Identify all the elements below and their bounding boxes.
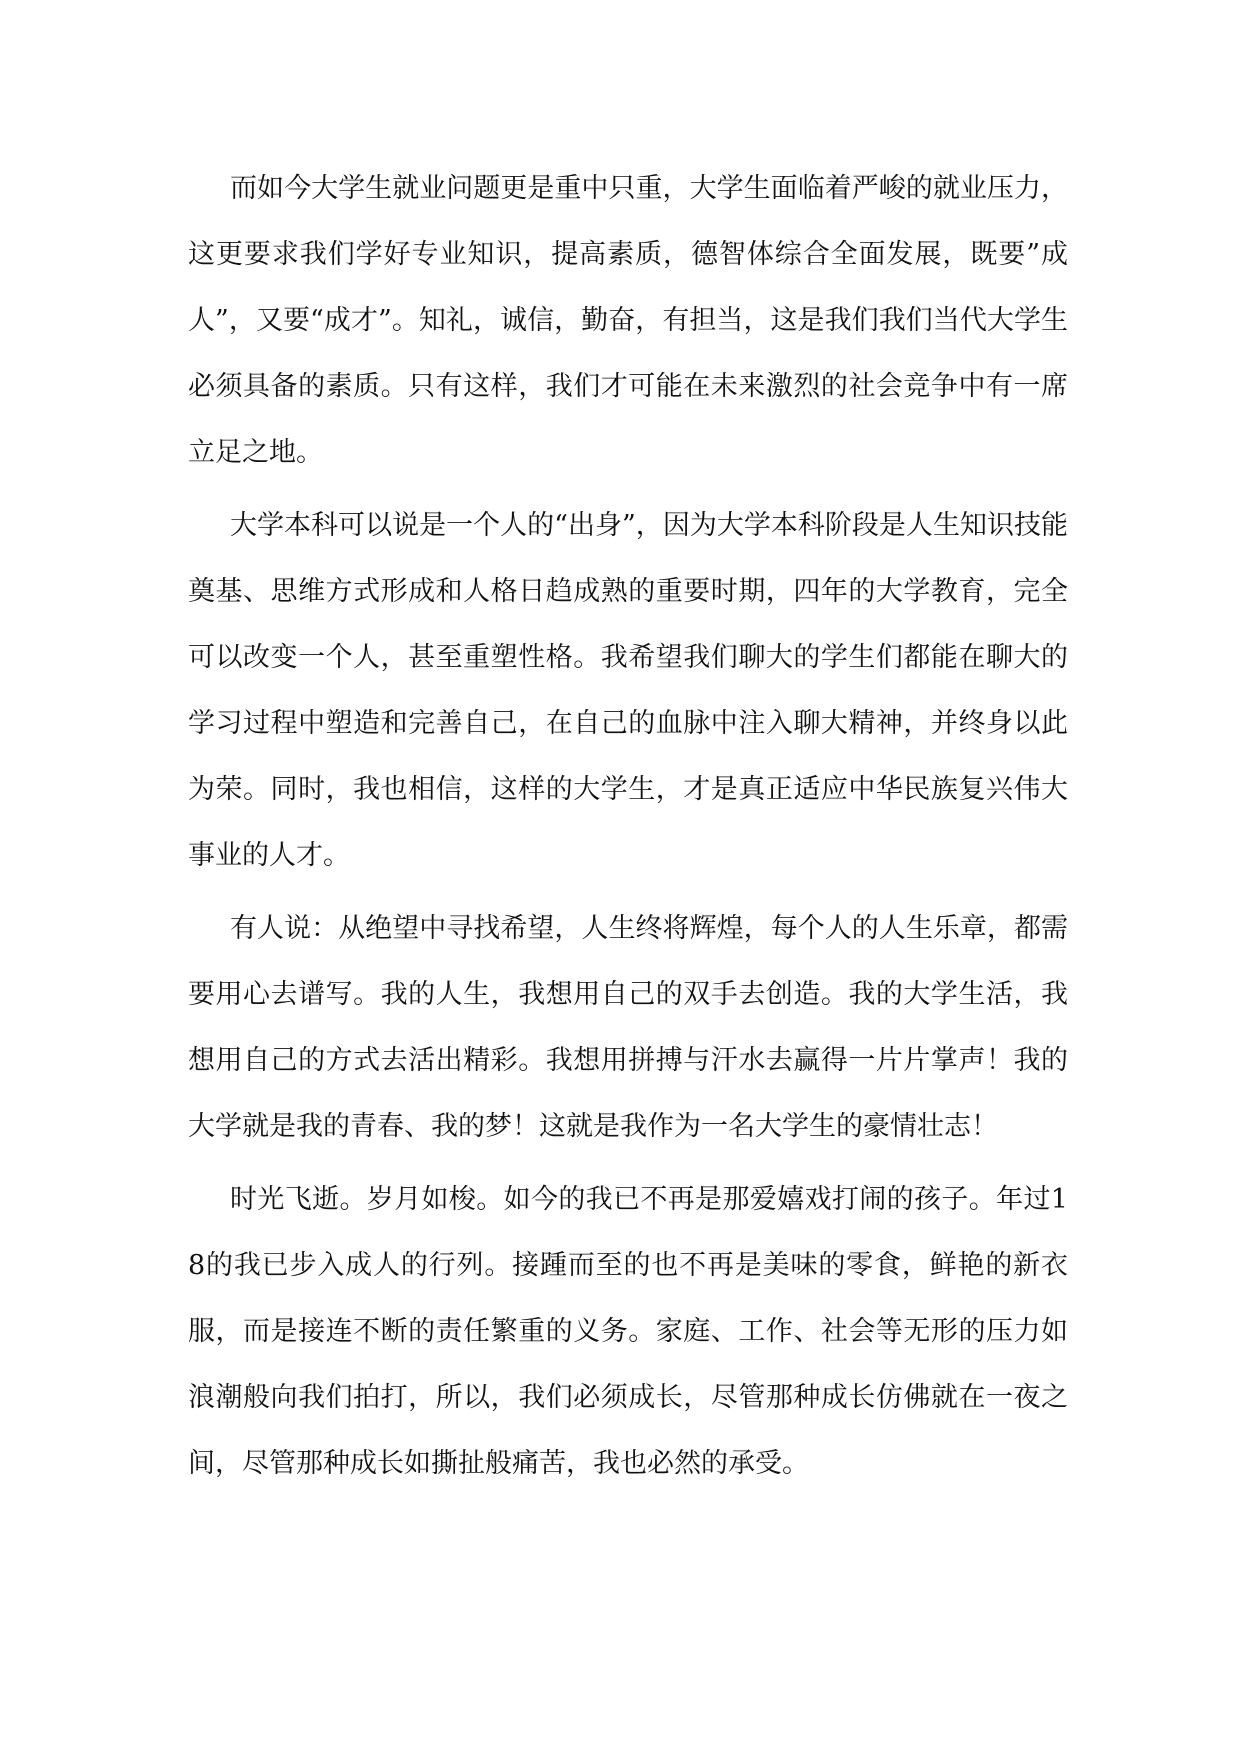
paragraph-growing-up: 时光飞逝。岁月如梭。如今的我已不再是那爱嬉戏打闹的孩子。年过18的我已步入成人的行列。接踵而至的也不再是美味的零食，鲜艳的新衣服，而是接连不断的责任繁重的义务。家庭、工作、社会等无形的压力如浪潮般向我们拍打，所以，我们必须成长，尽管那种成长仿佛就在一夜之间，尽管那种成长如撕扯般痛苦，我也必然的承受。 [188, 1184, 1068, 1479]
paragraph-life-aspiration: 有人说：从绝望中寻找希望，人生终将辉煌，每个人的人生乐章，都需要用心去谱写。我的人生，我想用自己的双手去创造。我的大学生活，我想用自己的方式去活出精彩。我想用拼搏与汗水去赢得一片片掌声！我的大学就是我的青春、我的梦！这就是我作为一名大学生的豪情壮志！ [188, 913, 1068, 1142]
paragraph-undergraduate-origin: 大学本科可以说是一个人的“出身”，因为大学本科阶段是人生知识技能奠基、思维方式形成和人格日趋成熟的重要时期，四年的大学教育，完全可以改变一个人，甚至重塑性格。我希望我们聊大的学生们都能在聊大的学习过程中塑造和完善自己，在自己的血脉中注入聊大精神，并终身以此为荣。同时，我也相信，这样的大学生，才是真正适应中华民族复兴伟大事业的人才。 [188, 510, 1068, 871]
paragraph-employment-pressure: 而如今大学生就业问题更是重中只重，大学生面临着严峻的就业压力，这更要求我们学好专业知识，提高素质，德智体综合全面发展，既要”成人”，又要“成才”。知礼，诚信，勤奋，有担当，这是我们我们当代大学生必须具备的素质。只有这样，我们才可能在未来激烈的社会竞争中有一席立足之地。 [188, 173, 1068, 468]
document-page [188, 156, 1068, 1504]
